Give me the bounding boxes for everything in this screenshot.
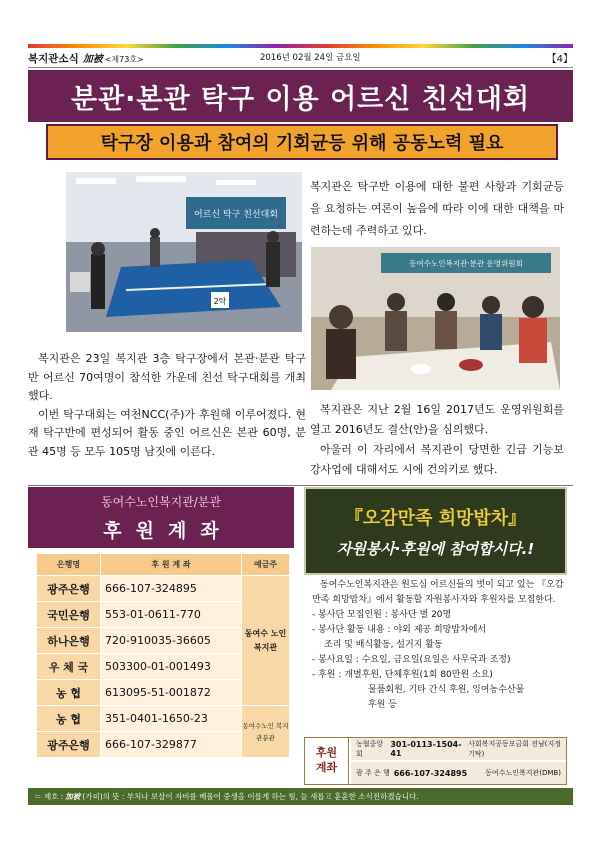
- table-number-label: 2탁: [213, 297, 227, 306]
- column-bank: 은행명: [37, 554, 101, 576]
- bank-name: 우 체 국: [37, 654, 101, 680]
- donation-account-table: [36, 553, 290, 758]
- issue-number: <제73호>: [104, 55, 144, 64]
- table-tennis-photo: [66, 172, 302, 332]
- volunteer-details: [312, 576, 568, 713]
- volunteer-intro: 동여수노인복지관은 원도심 어르신들의 벗이 되고 있는 『오감만족 희망밥차』에서 활동할 자원봉사자와 후원자를 모집한다.: [312, 580, 564, 605]
- footer-text: (가피)의 뜻 : 부처나 보살이 자비를 베풀어 중생을 이롭게 하는 힘, 늘 새롭고 훈훈한 소식전하겠습니다.: [82, 792, 419, 801]
- section-divider: [28, 485, 573, 486]
- account-number: 666-107-324895: [393, 768, 468, 778]
- account-box-label: [305, 738, 349, 784]
- table-row: [37, 706, 290, 732]
- page-number: 【4】: [546, 54, 573, 65]
- volunteer-subtitle: 자원봉사·후원에 참여합시다.!: [336, 540, 535, 558]
- column-holder: 예금주: [242, 554, 290, 576]
- meeting-illustration: [311, 247, 560, 390]
- article-subtitle: 탁구장 이용과 참여의 기회균등 위해 공동노력 필요: [46, 124, 558, 160]
- bank-name: 농 협: [37, 706, 101, 732]
- account-label-text: 후원계좌: [315, 746, 338, 774]
- bank-name: 하나은행: [37, 628, 101, 654]
- left-article-text: [28, 350, 306, 461]
- volunteer-account-box: [304, 737, 567, 785]
- article-title: 분관·본관 탁구 이용 어르신 친선대회: [28, 70, 573, 122]
- volunteer-item-cont: 조리 및 배식활동, 설거지 활동: [324, 640, 443, 650]
- paragraph-right-3: 아울러 이 자리에서 복지관이 당면한 긴급 기능보강사업에 대해서도 시에 건의키로 했다.: [310, 443, 564, 476]
- column-account: 후 원 계 좌: [101, 554, 242, 576]
- top-color-band: [28, 44, 573, 48]
- table-tennis-illustration: [66, 172, 302, 332]
- bank-name: 국민은행: [37, 602, 101, 628]
- brand-title: 加被: [82, 54, 103, 65]
- account-row: [351, 762, 566, 784]
- account-holder-main: 동여수 노인 복지관: [242, 576, 290, 706]
- volunteer-item-cont: 후원 등: [368, 700, 397, 710]
- donation-heading: 후원계좌: [103, 520, 233, 542]
- account-row: [351, 738, 566, 760]
- account-number: 351-0401-1650-23: [101, 706, 242, 732]
- paragraph-right-1: 복지관은 탁구반 이용에 대한 불편 사항과 기회균등을 요청하는 여론이 높음에 따라 이에 대한 대책을 마련하는데 주력하고 있다.: [310, 180, 564, 237]
- account-holder: 동여수노인복지관(DMB): [485, 769, 561, 777]
- account-bank: 농협중앙회: [356, 740, 384, 758]
- account-holder: 사회복지공동모금회 전남(지정기탁): [468, 740, 562, 758]
- header-divider: [28, 67, 573, 68]
- account-number: 553-01-0611-770: [101, 602, 242, 628]
- account-number: 666-107-329877: [101, 732, 242, 758]
- right-article-text: [310, 400, 564, 480]
- bank-name: 광주은행: [37, 732, 101, 758]
- account-bank: 광 주 은 행: [356, 769, 390, 777]
- account-number: 503300-01-001493: [101, 654, 242, 680]
- paragraph-left-2: 이번 탁구대회는 여천NCC(주)가 후원해 이루어졌다. 현재 탁구반에 편성되어 활동 중인 어르신은 본관 60명, 분관 45명 등 모두 105명 남짓에 이른다.: [28, 407, 306, 458]
- photo-banner-text: 어르신 탁구 친선대회: [194, 210, 278, 220]
- footer-brand: 加被: [65, 792, 81, 801]
- meeting-banner-text: 동여수노인복지관·분관 운영위원회: [409, 259, 523, 268]
- account-number: 613095-51-001872: [101, 680, 242, 706]
- table-row: [37, 576, 290, 602]
- publish-date: 2016년 02월 24일 금요일: [260, 53, 361, 63]
- bank-name: 광주은행: [37, 576, 101, 602]
- paragraph-left-1: 복지관은 23일 복지관 3층 탁구장에서 본관·분관 탁구반 어르신 70여명이 참석한 가운데 친선 탁구대회를 개최했다.: [28, 352, 306, 402]
- paragraph-right-2: 복지관은 지난 2월 16일 2017년도 운영위원회를 열고 2016년도 결산(안)을 심의했다.: [310, 403, 564, 436]
- footer-bar: [28, 788, 573, 805]
- volunteer-item: - 봉사단 모집인원 : 봉사단 별 20명: [312, 610, 452, 620]
- page-header: [28, 50, 573, 66]
- account-number: 720-910035-36605: [101, 628, 242, 654]
- bank-name: 농 협: [37, 680, 101, 706]
- account-holder-branch: 동여수노인 복지관분관: [242, 706, 290, 758]
- account-number: 301-0113-1504-41: [390, 740, 462, 758]
- volunteer-item: - 봉사요일 : 수요일, 금요일(요일은 사무국과 조정): [312, 655, 511, 665]
- volunteer-item: - 후원 : 개별후원, 단체후원(1회 80만원 소요): [312, 670, 493, 680]
- volunteer-item: - 봉사단 활동 내용 : 야외 제공 희망밥차에서: [312, 625, 487, 635]
- newsletter-name: [28, 50, 144, 66]
- section-label: 복지관소식: [28, 53, 79, 65]
- account-number: 666-107-324895: [101, 576, 242, 602]
- table-header-row: [37, 554, 290, 576]
- volunteer-title: 『오감만족 희망밥차』: [344, 508, 527, 529]
- volunteer-header: [304, 487, 567, 575]
- volunteer-item-cont: 물품회원, 기타 간식 후원, 잉여농수산물: [368, 685, 525, 695]
- donation-header: [28, 487, 294, 548]
- donation-org: 동여수노인복지관/분관: [101, 495, 221, 509]
- footer-prefix: ＝ 제호 :: [34, 792, 64, 801]
- committee-meeting-photo: [311, 247, 560, 390]
